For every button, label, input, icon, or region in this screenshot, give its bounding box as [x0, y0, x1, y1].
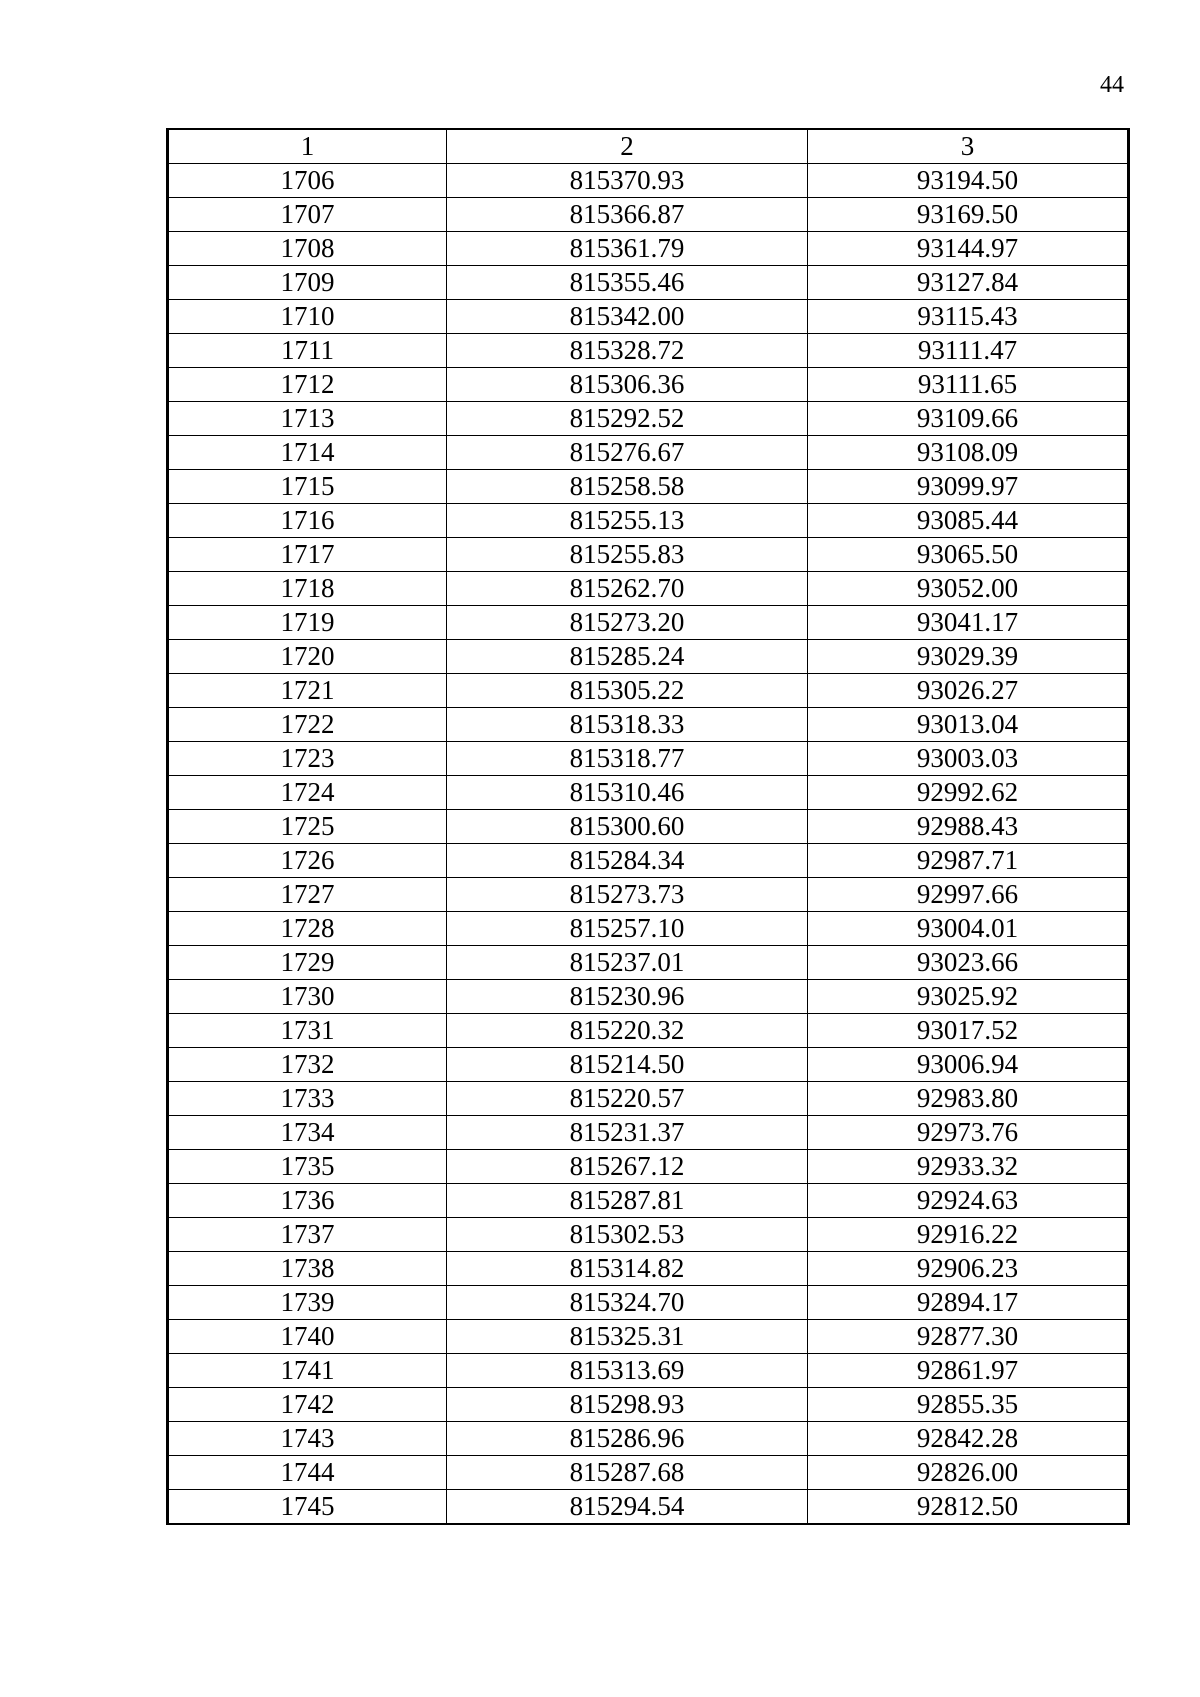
table-cell-col-1: 1708: [168, 232, 447, 266]
table-cell-col-2: 815366.87: [447, 198, 808, 232]
table-row: [168, 1082, 1129, 1116]
table-row: [168, 674, 1129, 708]
table-row: [168, 368, 1129, 402]
table-cell-col-2: 815220.32: [447, 1014, 808, 1048]
table-cell-col-1: 1742: [168, 1388, 447, 1422]
table-cell-col-2: 815267.12: [447, 1150, 808, 1184]
table-cell-col-1: 1739: [168, 1286, 447, 1320]
table-cell-col-2: 815230.96: [447, 980, 808, 1014]
table-row: [168, 1286, 1129, 1320]
table-cell-col-2: 815257.10: [447, 912, 808, 946]
table-cell-col-1: 1740: [168, 1320, 447, 1354]
table-cell-col-3: 93085.44: [808, 504, 1129, 538]
table-cell-col-1: 1738: [168, 1252, 447, 1286]
table-cell-col-3: 93004.01: [808, 912, 1129, 946]
table-cell-col-1: 1728: [168, 912, 447, 946]
table-cell-col-1: 1712: [168, 368, 447, 402]
table-cell-col-1: 1716: [168, 504, 447, 538]
table-row: [168, 1218, 1129, 1252]
table-cell-col-3: 92997.66: [808, 878, 1129, 912]
table-body: [168, 129, 1129, 1524]
table-cell-col-3: 93026.27: [808, 674, 1129, 708]
table-cell-col-3: 93041.17: [808, 606, 1129, 640]
table-row: [168, 470, 1129, 504]
table-cell-col-2: 815318.33: [447, 708, 808, 742]
table-row: [168, 436, 1129, 470]
table-cell-col-1: 1741: [168, 1354, 447, 1388]
table-cell-col-3: 92933.32: [808, 1150, 1129, 1184]
table-cell-col-2: 815313.69: [447, 1354, 808, 1388]
table-cell-col-3: 92973.76: [808, 1116, 1129, 1150]
table-cell-col-1: 1718: [168, 572, 447, 606]
table-cell-col-2: 815310.46: [447, 776, 808, 810]
table-cell-col-1: 1736: [168, 1184, 447, 1218]
table-cell-col-2: 815370.93: [447, 164, 808, 198]
table-row: [168, 504, 1129, 538]
table-cell-col-1: 1735: [168, 1150, 447, 1184]
table-cell-col-1: 1725: [168, 810, 447, 844]
table-row: [168, 300, 1129, 334]
table-cell-col-3: 93194.50: [808, 164, 1129, 198]
table-cell-col-1: 1721: [168, 674, 447, 708]
table-row: [168, 402, 1129, 436]
table-cell-col-2: 815305.22: [447, 674, 808, 708]
table-cell-col-3: 93111.65: [808, 368, 1129, 402]
table-cell-col-3: 93023.66: [808, 946, 1129, 980]
table-cell-col-3: 93108.09: [808, 436, 1129, 470]
table-cell-col-2: 815287.81: [447, 1184, 808, 1218]
table-header-row: [168, 129, 1129, 164]
table-cell-col-1: 1743: [168, 1422, 447, 1456]
table-row: [168, 640, 1129, 674]
table-cell-col-3: 92877.30: [808, 1320, 1129, 1354]
table-cell-col-3: 92826.00: [808, 1456, 1129, 1490]
table-cell-col-3: 93013.04: [808, 708, 1129, 742]
table-cell-col-2: 815273.73: [447, 878, 808, 912]
table-row: [168, 708, 1129, 742]
column-header-3: 3: [808, 129, 1129, 164]
table-cell-col-3: 93017.52: [808, 1014, 1129, 1048]
table-cell-col-1: 1732: [168, 1048, 447, 1082]
table-cell-col-3: 93025.92: [808, 980, 1129, 1014]
table-cell-col-2: 815298.93: [447, 1388, 808, 1422]
table-cell-col-3: 92906.23: [808, 1252, 1129, 1286]
table-cell-col-2: 815258.58: [447, 470, 808, 504]
table-cell-col-1: 1727: [168, 878, 447, 912]
table-cell-col-2: 815302.53: [447, 1218, 808, 1252]
table-row: [168, 810, 1129, 844]
table-cell-col-3: 93144.97: [808, 232, 1129, 266]
table-cell-col-2: 815231.37: [447, 1116, 808, 1150]
table-cell-col-2: 815361.79: [447, 232, 808, 266]
table-cell-col-3: 92992.62: [808, 776, 1129, 810]
table-cell-col-3: 93127.84: [808, 266, 1129, 300]
table-cell-col-3: 93029.39: [808, 640, 1129, 674]
table-cell-col-3: 92916.22: [808, 1218, 1129, 1252]
table-cell-col-1: 1737: [168, 1218, 447, 1252]
table-row: [168, 198, 1129, 232]
table-row: [168, 1456, 1129, 1490]
table-cell-col-2: 815276.67: [447, 436, 808, 470]
table-cell-col-2: 815328.72: [447, 334, 808, 368]
table-cell-col-3: 93006.94: [808, 1048, 1129, 1082]
table-row: [168, 266, 1129, 300]
table-cell-col-3: 93052.00: [808, 572, 1129, 606]
table-cell-col-1: 1733: [168, 1082, 447, 1116]
table-cell-col-3: 92924.63: [808, 1184, 1129, 1218]
table-cell-col-2: 815273.20: [447, 606, 808, 640]
table-cell-col-3: 92894.17: [808, 1286, 1129, 1320]
table-cell-col-1: 1723: [168, 742, 447, 776]
table-cell-col-2: 815287.68: [447, 1456, 808, 1490]
table-row: [168, 1014, 1129, 1048]
table-cell-col-1: 1715: [168, 470, 447, 504]
table-cell-col-2: 815284.34: [447, 844, 808, 878]
table-cell-col-1: 1734: [168, 1116, 447, 1150]
table-cell-col-2: 815318.77: [447, 742, 808, 776]
table-row: [168, 776, 1129, 810]
table-cell-col-1: 1726: [168, 844, 447, 878]
table-cell-col-1: 1745: [168, 1490, 447, 1525]
table-row: [168, 1184, 1129, 1218]
table-cell-col-3: 93169.50: [808, 198, 1129, 232]
table-cell-col-3: 92861.97: [808, 1354, 1129, 1388]
table-cell-col-2: 815324.70: [447, 1286, 808, 1320]
column-header-1: 1: [168, 129, 447, 164]
table-cell-col-1: 1717: [168, 538, 447, 572]
table-row: [168, 164, 1129, 198]
table-cell-col-1: 1711: [168, 334, 447, 368]
table-cell-col-3: 93099.97: [808, 470, 1129, 504]
table-cell-col-2: 815262.70: [447, 572, 808, 606]
table-cell-col-2: 815255.13: [447, 504, 808, 538]
column-header-2: 2: [447, 129, 808, 164]
table-row: [168, 946, 1129, 980]
table-row: [168, 912, 1129, 946]
table-cell-col-1: 1724: [168, 776, 447, 810]
table-cell-col-1: 1714: [168, 436, 447, 470]
table-row: [168, 606, 1129, 640]
table-cell-col-2: 815220.57: [447, 1082, 808, 1116]
table-cell-col-2: 815306.36: [447, 368, 808, 402]
table-cell-col-2: 815292.52: [447, 402, 808, 436]
table-cell-col-2: 815286.96: [447, 1422, 808, 1456]
table-row: [168, 1320, 1129, 1354]
table-cell-col-1: 1706: [168, 164, 447, 198]
table-row: [168, 1490, 1129, 1525]
table-cell-col-2: 815342.00: [447, 300, 808, 334]
table-cell-col-2: 815314.82: [447, 1252, 808, 1286]
table-cell-col-2: 815300.60: [447, 810, 808, 844]
table-cell-col-3: 92988.43: [808, 810, 1129, 844]
table-cell-col-1: 1713: [168, 402, 447, 436]
table-cell-col-3: 92983.80: [808, 1082, 1129, 1116]
table-cell-col-1: 1709: [168, 266, 447, 300]
table-row: [168, 742, 1129, 776]
table-row: [168, 1116, 1129, 1150]
table-cell-col-1: 1731: [168, 1014, 447, 1048]
table-row: [168, 232, 1129, 266]
table-row: [168, 878, 1129, 912]
table-cell-col-1: 1707: [168, 198, 447, 232]
table-cell-col-3: 92855.35: [808, 1388, 1129, 1422]
coordinates-table: [166, 128, 1130, 1525]
table-cell-col-1: 1710: [168, 300, 447, 334]
table-cell-col-1: 1722: [168, 708, 447, 742]
table-row: [168, 844, 1129, 878]
table-cell-col-1: 1720: [168, 640, 447, 674]
table-cell-col-3: 93115.43: [808, 300, 1129, 334]
table-cell-col-2: 815294.54: [447, 1490, 808, 1525]
table-row: [168, 334, 1129, 368]
table-cell-col-1: 1744: [168, 1456, 447, 1490]
table-cell-col-3: 92812.50: [808, 1490, 1129, 1525]
table-cell-col-2: 815285.24: [447, 640, 808, 674]
table-cell-col-1: 1730: [168, 980, 447, 1014]
table-row: [168, 1048, 1129, 1082]
table-cell-col-3: 93003.03: [808, 742, 1129, 776]
table-cell-col-1: 1719: [168, 606, 447, 640]
table-cell-col-3: 92842.28: [808, 1422, 1129, 1456]
table-cell-col-3: 92987.71: [808, 844, 1129, 878]
table-cell-col-3: 93065.50: [808, 538, 1129, 572]
table-cell-col-2: 815237.01: [447, 946, 808, 980]
table-cell-col-3: 93109.66: [808, 402, 1129, 436]
table-row: [168, 1252, 1129, 1286]
table-cell-col-1: 1729: [168, 946, 447, 980]
table-row: [168, 1422, 1129, 1456]
table-row: [168, 538, 1129, 572]
table-row: [168, 1388, 1129, 1422]
table-cell-col-2: 815355.46: [447, 266, 808, 300]
table-cell-col-3: 93111.47: [808, 334, 1129, 368]
table-row: [168, 1354, 1129, 1388]
table-row: [168, 1150, 1129, 1184]
page-number: 44: [1100, 72, 1124, 98]
table-cell-col-2: 815214.50: [447, 1048, 808, 1082]
table-row: [168, 980, 1129, 1014]
table-row: [168, 572, 1129, 606]
table-cell-col-2: 815255.83: [447, 538, 808, 572]
table-cell-col-2: 815325.31: [447, 1320, 808, 1354]
